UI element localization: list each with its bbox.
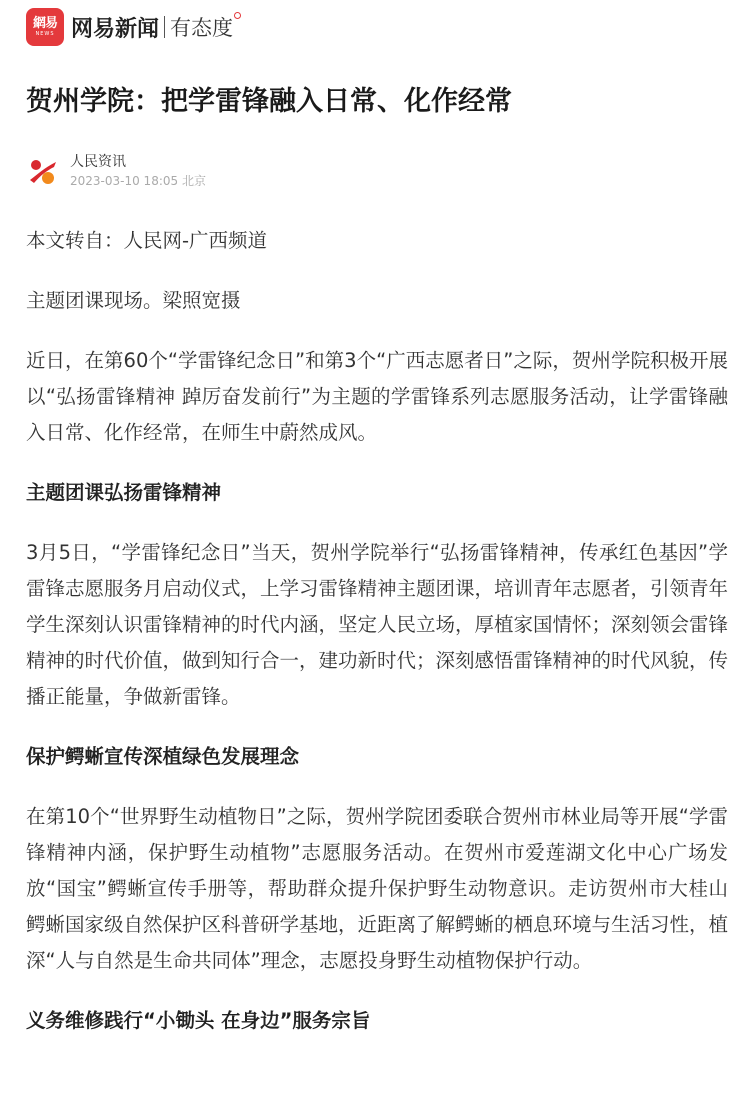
brand-slogan-text: 有态度 — [170, 16, 234, 40]
author-name[interactable]: 人民资讯 — [70, 154, 126, 170]
section-heading: 保护鳄蜥宣传深植绿色发展理念 — [26, 745, 300, 768]
author-text — [70, 152, 206, 190]
brand-name[interactable]: 网易新闻 — [71, 16, 160, 42]
avatar-graphic — [26, 154, 60, 188]
article-body — [26, 223, 728, 1039]
netease-logo-icon[interactable] — [26, 8, 64, 46]
brand-divider — [164, 16, 165, 38]
brand-slogan — [170, 12, 233, 42]
article-title: 贺州学院：把学雷锋融入日常、化作经常 — [26, 86, 512, 117]
article-paragraph: 3月5日，“学雷锋纪念日”当天，贺州学院举行“弘扬雷锋精神，传承红色基因”学雷锋志愿服务月启动仪式，上学习雷锋精神主题团课，培训青年志愿者，引领青年学生深刻认识雷锋精神的时代内涵，坚定人民立场，厚植家国情怀；深刻领会雷锋精神的时代价值，做到知行合一，建功新时代；深刻感悟雷锋精神的时代风貌，传播正能量，争做新雷锋。 — [26, 541, 729, 708]
logo-subtext: NEWS — [35, 31, 55, 37]
logo-text: 網易 — [32, 16, 57, 31]
site-header — [26, 8, 233, 46]
section-heading: 主题团课弘扬雷锋精神 — [26, 481, 222, 504]
article-paragraph: 在第10个“世界野生动植物日”之际，贺州学院团委联合贺州市林业局等开展“学雷锋精神内涵，保护野生动植物”志愿服务活动。在贺州市爱莲湖文化中心广场发放“国宝”鳄蜥宣传手册等，帮助群众提升保护野生动物意识。走访贺州市大桂山鳄蜥国家级自然保护区科普研学基地，近距离了解鳄蜥的栖息环境与生活习性，植深“人与自然是生命共同体”理念，志愿投身野生动植物保护行动。 — [26, 805, 729, 972]
publish-meta — [70, 172, 206, 190]
author-avatar-icon[interactable] — [26, 154, 60, 188]
article-paragraph: 本文转自：人民网-广西频道 — [26, 229, 268, 252]
author-info — [26, 150, 206, 192]
section-heading: 义务维修践行“小锄头 在身边”服务宗旨 — [26, 1009, 371, 1032]
slogan-dot-icon — [234, 12, 241, 19]
publish-location: 北京 — [181, 174, 206, 188]
article-paragraph: 主题团课现场。梁照宽摄 — [26, 289, 241, 312]
publish-date: 2023-03-10 18:05 — [70, 174, 179, 188]
article-paragraph: 近日，在第60个“学雷锋纪念日”和第3个“广西志愿者日”之际，贺州学院积极开展以“弘扬雷锋精神 踔厉奋发前行”为主题的学雷锋系列志愿服务活动，让学雷锋融入日常、化作经常，在师生中蔚然成风。 — [26, 349, 728, 444]
